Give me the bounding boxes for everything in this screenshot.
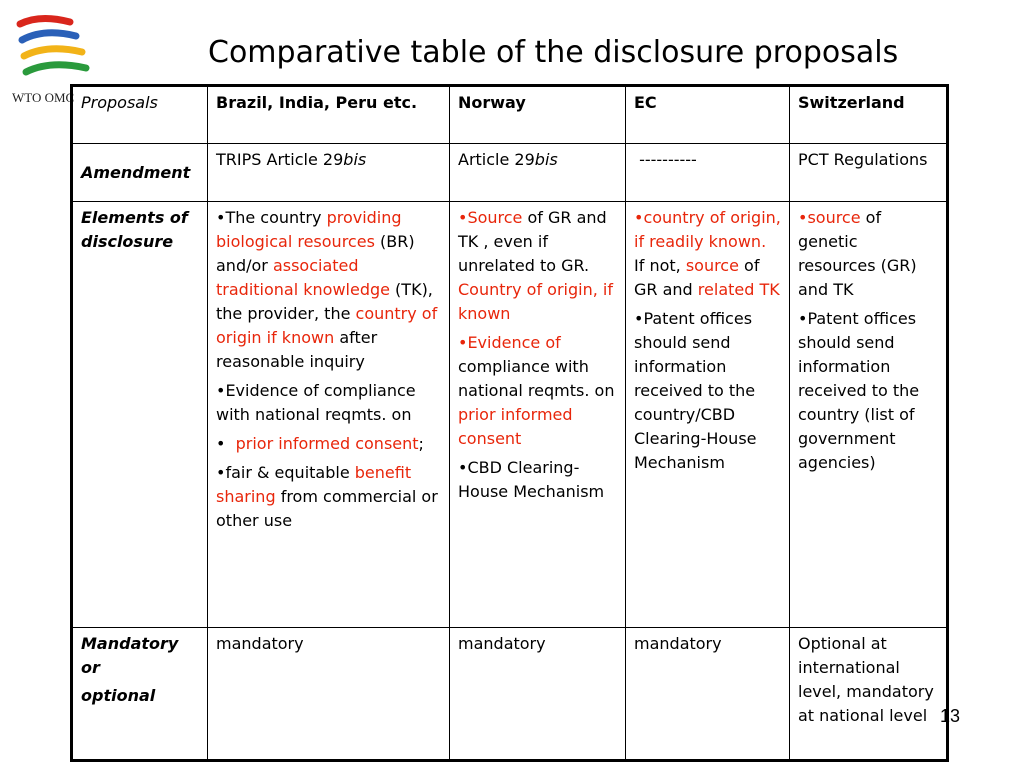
elements-brazil bbox=[208, 202, 450, 628]
amendment-brazil-bis: bis bbox=[343, 150, 367, 169]
highlight-span: benefit sharing bbox=[216, 463, 412, 506]
text-span: • bbox=[216, 434, 236, 453]
bullet bbox=[216, 432, 441, 456]
row-amendment bbox=[72, 144, 948, 202]
text-span: of GR and TK , even if unrelated to GR. bbox=[458, 208, 607, 275]
text-span: of GR and bbox=[634, 256, 760, 299]
amendment-norway-text: Article 29 bbox=[458, 150, 535, 169]
bullet bbox=[634, 206, 781, 302]
text-span: after reasonable inquiry bbox=[216, 328, 378, 371]
header-proposals-text: Proposals bbox=[81, 93, 158, 112]
text-span: •The country bbox=[216, 208, 327, 227]
amendment-norway bbox=[450, 144, 626, 202]
amendment-ec: ---------- bbox=[626, 144, 790, 202]
mandatory-norway: mandatory bbox=[450, 628, 626, 761]
text-span: •fair & equitable bbox=[216, 463, 355, 482]
bullet: •CBD Clearing-House Mechanism bbox=[458, 458, 605, 501]
highlight-span: Country of origin, if known bbox=[458, 280, 613, 323]
mandatory-label-line1: Mandatory or bbox=[81, 634, 179, 678]
page-number: 13 bbox=[940, 706, 961, 726]
highlight-span: prior informed consent bbox=[235, 434, 419, 453]
bullet bbox=[216, 461, 441, 533]
header-norway: Norway bbox=[450, 86, 626, 144]
header-brazil: Brazil, India, Peru etc. bbox=[208, 86, 450, 144]
text-span: ; bbox=[418, 434, 424, 453]
highlight-span: related TK bbox=[697, 280, 780, 299]
header-ec: EC bbox=[626, 86, 790, 144]
bullet: •Patent offices should send information received to the country (list of government agencies) bbox=[798, 309, 920, 472]
elements-ec bbox=[626, 202, 790, 628]
row-elements bbox=[72, 202, 948, 628]
highlight-span: •country of origin, if readily known. bbox=[634, 208, 781, 251]
bullet bbox=[458, 206, 617, 326]
mandatory-label bbox=[72, 628, 208, 761]
highlight-span: country of origin if known bbox=[216, 304, 438, 347]
text-span: from commercial or other use bbox=[216, 487, 438, 530]
mandatory-ec: mandatory bbox=[626, 628, 790, 761]
bullet: •Patent offices should send information received to the country/CBD Clearing-House Mechanism bbox=[634, 309, 757, 472]
amendment-switzerland: PCT Regulations bbox=[790, 144, 948, 202]
logo-text: WTO OMC bbox=[12, 90, 75, 105]
amendment-brazil bbox=[208, 144, 450, 202]
elements-label: Elements of disclosure bbox=[72, 202, 208, 628]
bullet bbox=[216, 206, 441, 374]
highlight-span: prior informed consent bbox=[458, 405, 573, 448]
elements-norway bbox=[450, 202, 626, 628]
highlight-span: providing biological resources bbox=[216, 208, 402, 251]
highlight-span: •Source bbox=[458, 208, 523, 227]
text-span: (TK), the provider, the bbox=[216, 280, 433, 323]
page-title: Comparative table of the disclosure proposals bbox=[208, 35, 899, 70]
highlight-span: •Evidence of bbox=[458, 333, 561, 352]
row-mandatory bbox=[72, 628, 948, 761]
highlight-span: •source bbox=[798, 208, 861, 227]
header-switzerland: Switzerland bbox=[790, 86, 948, 144]
bullet bbox=[798, 206, 938, 302]
text-span: of genetic resources (GR) and TK bbox=[798, 208, 917, 299]
text-span: compliance with national reqmts. on bbox=[458, 357, 615, 400]
comparison-table bbox=[70, 84, 949, 762]
text-span: If not, bbox=[634, 256, 686, 275]
mandatory-label-line2: optional bbox=[81, 686, 156, 706]
amendment-brazil-text: TRIPS Article 29 bbox=[216, 150, 344, 169]
amendment-label: Amendment bbox=[72, 144, 208, 202]
bullet bbox=[458, 331, 617, 451]
mandatory-switzerland: Optional at international level, mandatory at national level bbox=[790, 628, 948, 761]
amendment-norway-bis: bis bbox=[534, 150, 558, 169]
highlight-span: associated traditional knowledge bbox=[216, 256, 390, 299]
bullet: •Evidence of compliance with national reqmts. on bbox=[216, 381, 416, 424]
table-header-row bbox=[72, 86, 948, 144]
mandatory-brazil: mandatory bbox=[208, 628, 450, 761]
header-proposals bbox=[72, 86, 208, 144]
text-span: (BR) and/or bbox=[216, 232, 415, 275]
elements-switzerland bbox=[790, 202, 948, 628]
highlight-span: source bbox=[685, 256, 739, 275]
